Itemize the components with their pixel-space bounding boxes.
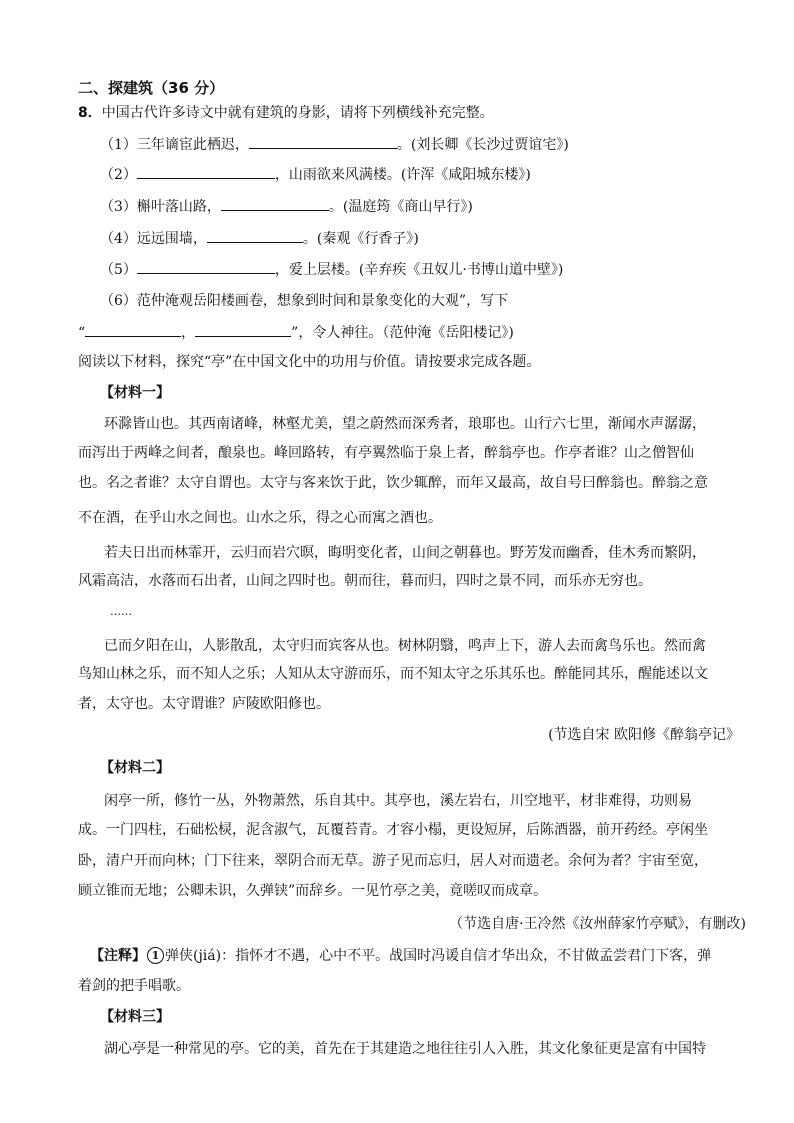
reading-intro: 阅读以下材料，探究“亭”在中国文化中的功用与价值。请按要求完成各题。 [78,354,541,370]
material-2-line: 顾立锥而无地；公卿未识，久弹铗”而辞乡。一见竹亭之美，竟嗟叹而成章。 [78,883,548,899]
material-2-title: 【材料二】 [100,760,170,776]
answer-blank[interactable] [137,164,275,179]
answer-blank[interactable] [195,322,291,337]
section-heading: 二、探建筑（36 分） [78,79,225,97]
fill-item-1: （1）三年谪宦此栖迟， 。(刘长卿《长沙过贾谊宅》) [100,134,569,155]
material-1-title: 【材料一】 [100,385,170,401]
question-prompt: 中国古代许多诗文中就有建筑的身影，请将下列横线补充完整。 [101,105,494,121]
fill-item-6-line2: “ ， ”，令人神往。（范仲淹《岳阳楼记》) [78,322,514,343]
material-2-line: 闲亭一所，修竹一丛，外物萧然，乐自其中。其亭也，溪左岩右，川空地平，材非难得，功则易 [104,793,692,809]
material-1-line: 不在酒，在乎山水之间也。山水之乐，得之心而寓之酒也。 [78,510,442,526]
material-1-line: 环滁皆山也。其西南诸峰，林壑尤美，望之蔚然而深秀者，琅耶也。山行六七里，渐闻水声潺潺， [104,416,706,432]
material-1-line: 已而夕阳在山，人影散乱，太守归而宾客从也。树林阴翳，鸣声上下，游人去而禽鸟乐也。然而禽 [104,638,706,654]
material-3-line: 湖心亭是一种常见的亭。它的美，首先在于其建造之地往往引人入胜，其文化象征更是富有中国特 [104,1041,706,1057]
answer-blank[interactable] [207,228,303,243]
note-line-2: 着剑的把手唱歌。 [78,978,190,994]
answer-blank[interactable] [221,196,329,211]
material-1-source: (节选自宋 欧阳修《醉翁亭记》 [548,727,740,743]
material-2-line: 卧，清户开而向林；门下往来，翠阴合而无草。游子见而忘归，居人对而遗老。余何为者？宇宙至宽， [78,853,708,869]
material-2-line: 成。一门四柱，石础松棂，泥含淑气，瓦覆苔青。才容小榻，更设短屏，后陈酒器，前开药经。亭闲坐 [78,822,708,838]
question-8 [78,103,494,123]
fill-item-3: （3）槲叶落山路， 。(温庭筠《商山早行》) [100,196,473,217]
material-3-title: 【材料三】 [100,1009,170,1025]
fill-item-6-line1: （6）范仲淹观岳阳楼画卷，想象到时间和景象变化的大观”，写下 [100,293,509,309]
answer-blank[interactable] [249,134,397,149]
note-title: 【注释】 [90,948,146,964]
note-line-1: 【注释】 1 弹侠(jiá)：指怀才不遇，心中不平。战国时冯谖自信才华出众，不甘做孟尝君门下客，弹 [90,948,712,964]
material-1-line: 也。名之者谁？太守自谓也。太守与客来饮于此，饮少辄醉，而年又最高，故自号曰醉翁也。醉翁之意 [78,475,708,491]
answer-blank[interactable] [137,259,275,274]
fill-item-2: （2） ，山雨欲来风满楼。(许浑《咸阳城东楼》) [100,164,531,185]
material-1-line: 而泻出于两峰之间者，酿泉也。峰回路转，有亭翼然临于泉上者，醉翁亭也。作亭者谁？山之僧智仙 [78,445,694,461]
material-2-source: （节选自唐·王冷然《汝州薛家竹亭赋》，有删改) [449,916,746,932]
answer-blank[interactable] [85,322,181,337]
fill-item-4: （4）远远围墙， 。(秦观《行香子》) [100,228,419,249]
material-1-line: 鸟知山林之乐，而不知人之乐；人知从太守游而乐，而不知太守之乐其乐也。醉能同其乐，醒能述以文 [78,666,708,682]
material-1-line: 若夫日出而林霏开，云归而岩穴暝，晦明变化者，山间之朝暮也。野芳发而幽香，佳木秀而繁阴， [104,545,706,561]
footnote-marker-1: 1 [147,947,164,964]
fill-item-5: （5） ，爱上层楼。(辛弃疾《丑奴儿·书博山道中壁》) [100,259,563,280]
material-1-line: 风霜高洁，水落而石出者，山间之四时也。朝而往，暮而归，四时之景不同，而乐亦无穷也。 [78,573,652,589]
question-number: 8． [78,105,102,121]
material-1-line: 者，太守也。太守谓谁？庐陵欧阳修也。 [78,696,330,712]
ellipsis: …… [110,605,132,618]
